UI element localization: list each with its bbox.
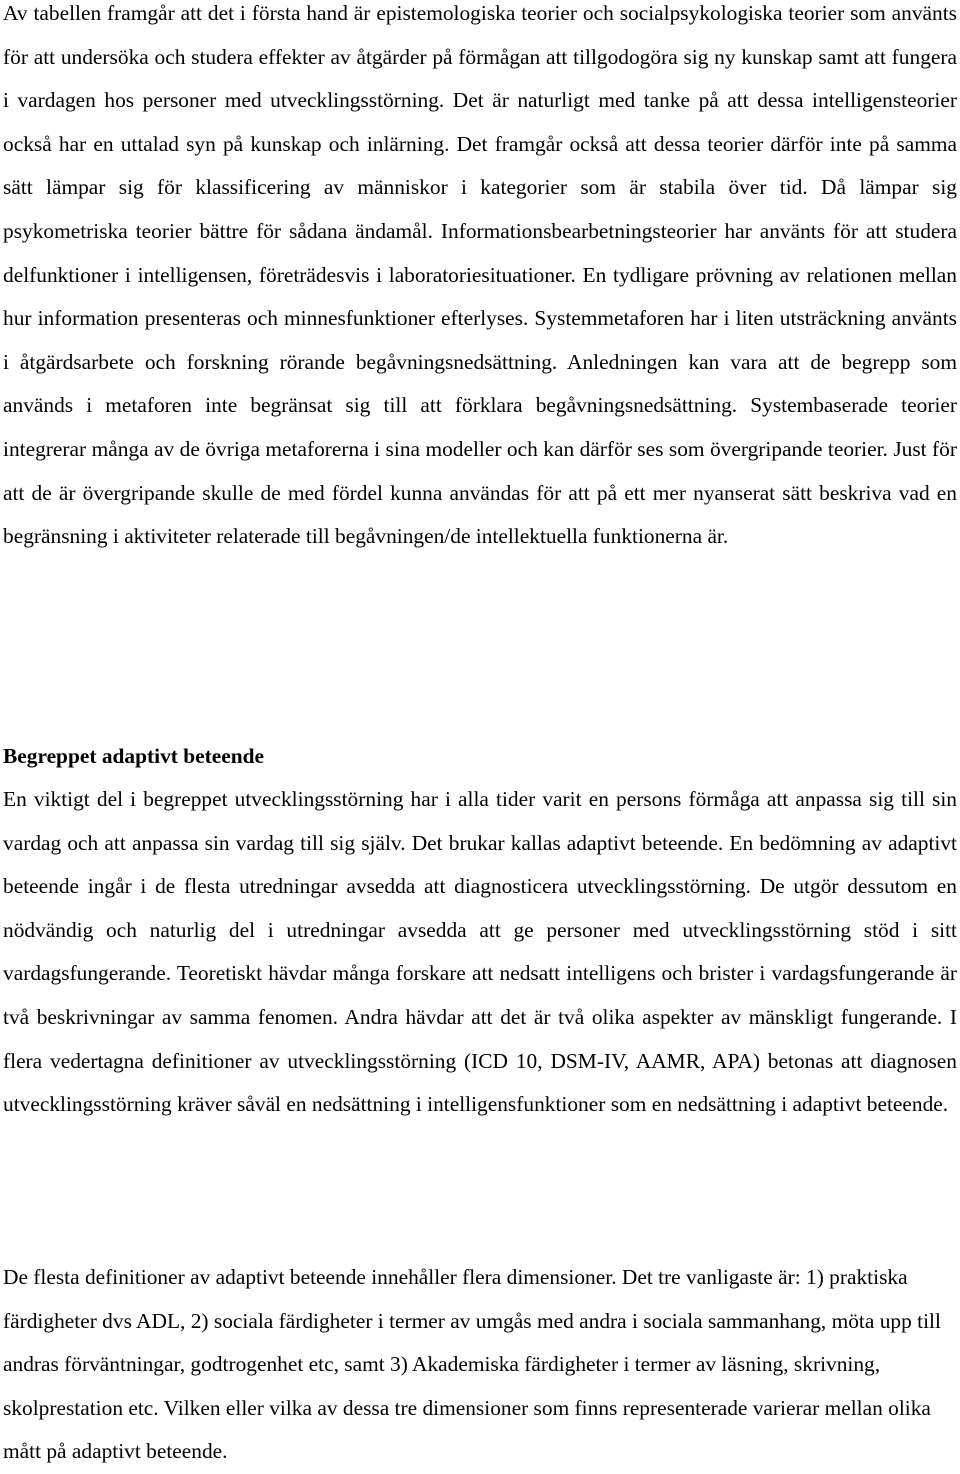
section-heading: Begreppet adaptivt beteende [3,744,265,768]
body-paragraph-adaptive-behaviour: En viktigt del i begreppet utvecklingsstörning har i alla tider varit en persons förmåga att anpassa sig till sin vardag och att anpassa sin vardag till sig själv. Det brukar kallas adaptivt beteende. En bedömning av adaptivt beteende ingår i de flesta utredningar avsedda att diagnosticera utvecklingsstörning. De utgör dessutom en nödvändig och naturlig del i utredningar avsedda att ge personer med utvecklingsstörning stöd i sitt vardagsfungerande. Teoretiskt hävdar många forskare att nedsatt intelligens och brister i vardagsfungerande är två beskrivningar av samma fenomen. Andra hävdar att det är två olika aspekter av mänskligt fungerande. I flera vedertagna definitioner av utvecklingsstörning (ICD 10, DSM-IV, AAMR, APA) betonas att diagnosen utvecklingsstörning kräver såväl en nedsättning i intelligensfunktioner som en nedsättning i adaptivt beteende. [3,787,957,1117]
body-paragraph-dimensions: De flesta definitioner av adaptivt beteende innehåller flera dimensioner. Det tre vanligaste är: 1) praktiska färdigheter dvs ADL, 2) sociala färdigheter i termer av umgås med andra i sociala sammanhang, möta upp till andras förväntningar, godtrogenhet etc, samt 3) Akademiska färdigheter i termer av läsning, skrivning, skolprestation etc. Vilken eller vilka av dessa tre dimensioner som finns representerade varierar mellan olika mått på adaptivt beteende. [3,1265,941,1464]
body-paragraph-intelligence-theories: Av tabellen framgår att det i första hand är epistemologiska teorier och socialpsykologiska teorier som använts för att undersöka och studera effekter av åtgärder på förmågan att tillgodogöra sig ny kunskap samt att fungera i vardagen hos personer med utvecklingsstörning. Det är naturligt med tanke på att dessa intelligensteorier också har en uttalad syn på kunskap och inlärning. Det framgår också att dessa teorier därför inte på samma sätt lämpar sig för klassificering av människor i kategorier som är stabila över tid. Då lämpar sig psykometriska teorier bättre för sådana ändamål. Informationsbearbetningsteorier har använts för att studera delfunktioner i intelligensen, företrädesvis i laboratoriesituationer. En tydligare prövning av relationen mellan hur information presenteras och minnesfunktioner efterlyses. Systemmetaforen har i liten utsträckning använts i åtgärdsarbete och forskning rörande begåvningsnedsättning. Anledningen kan vara att de begrepp som används i metaforen inte begränsat sig till att förklara begåvningsnedsättning. Systembaserade teorier integrerar många av de övriga metaforerna i sina modeller och kan därför ses som övergripande teorier. Just för att de är övergripande skulle de med fördel kunna användas för att på ett mer nyanserat sätt beskriva vad en begränsning i aktiviteter relaterade till begåvningen/de intellektuella funktionerna är. [3,1,957,549]
